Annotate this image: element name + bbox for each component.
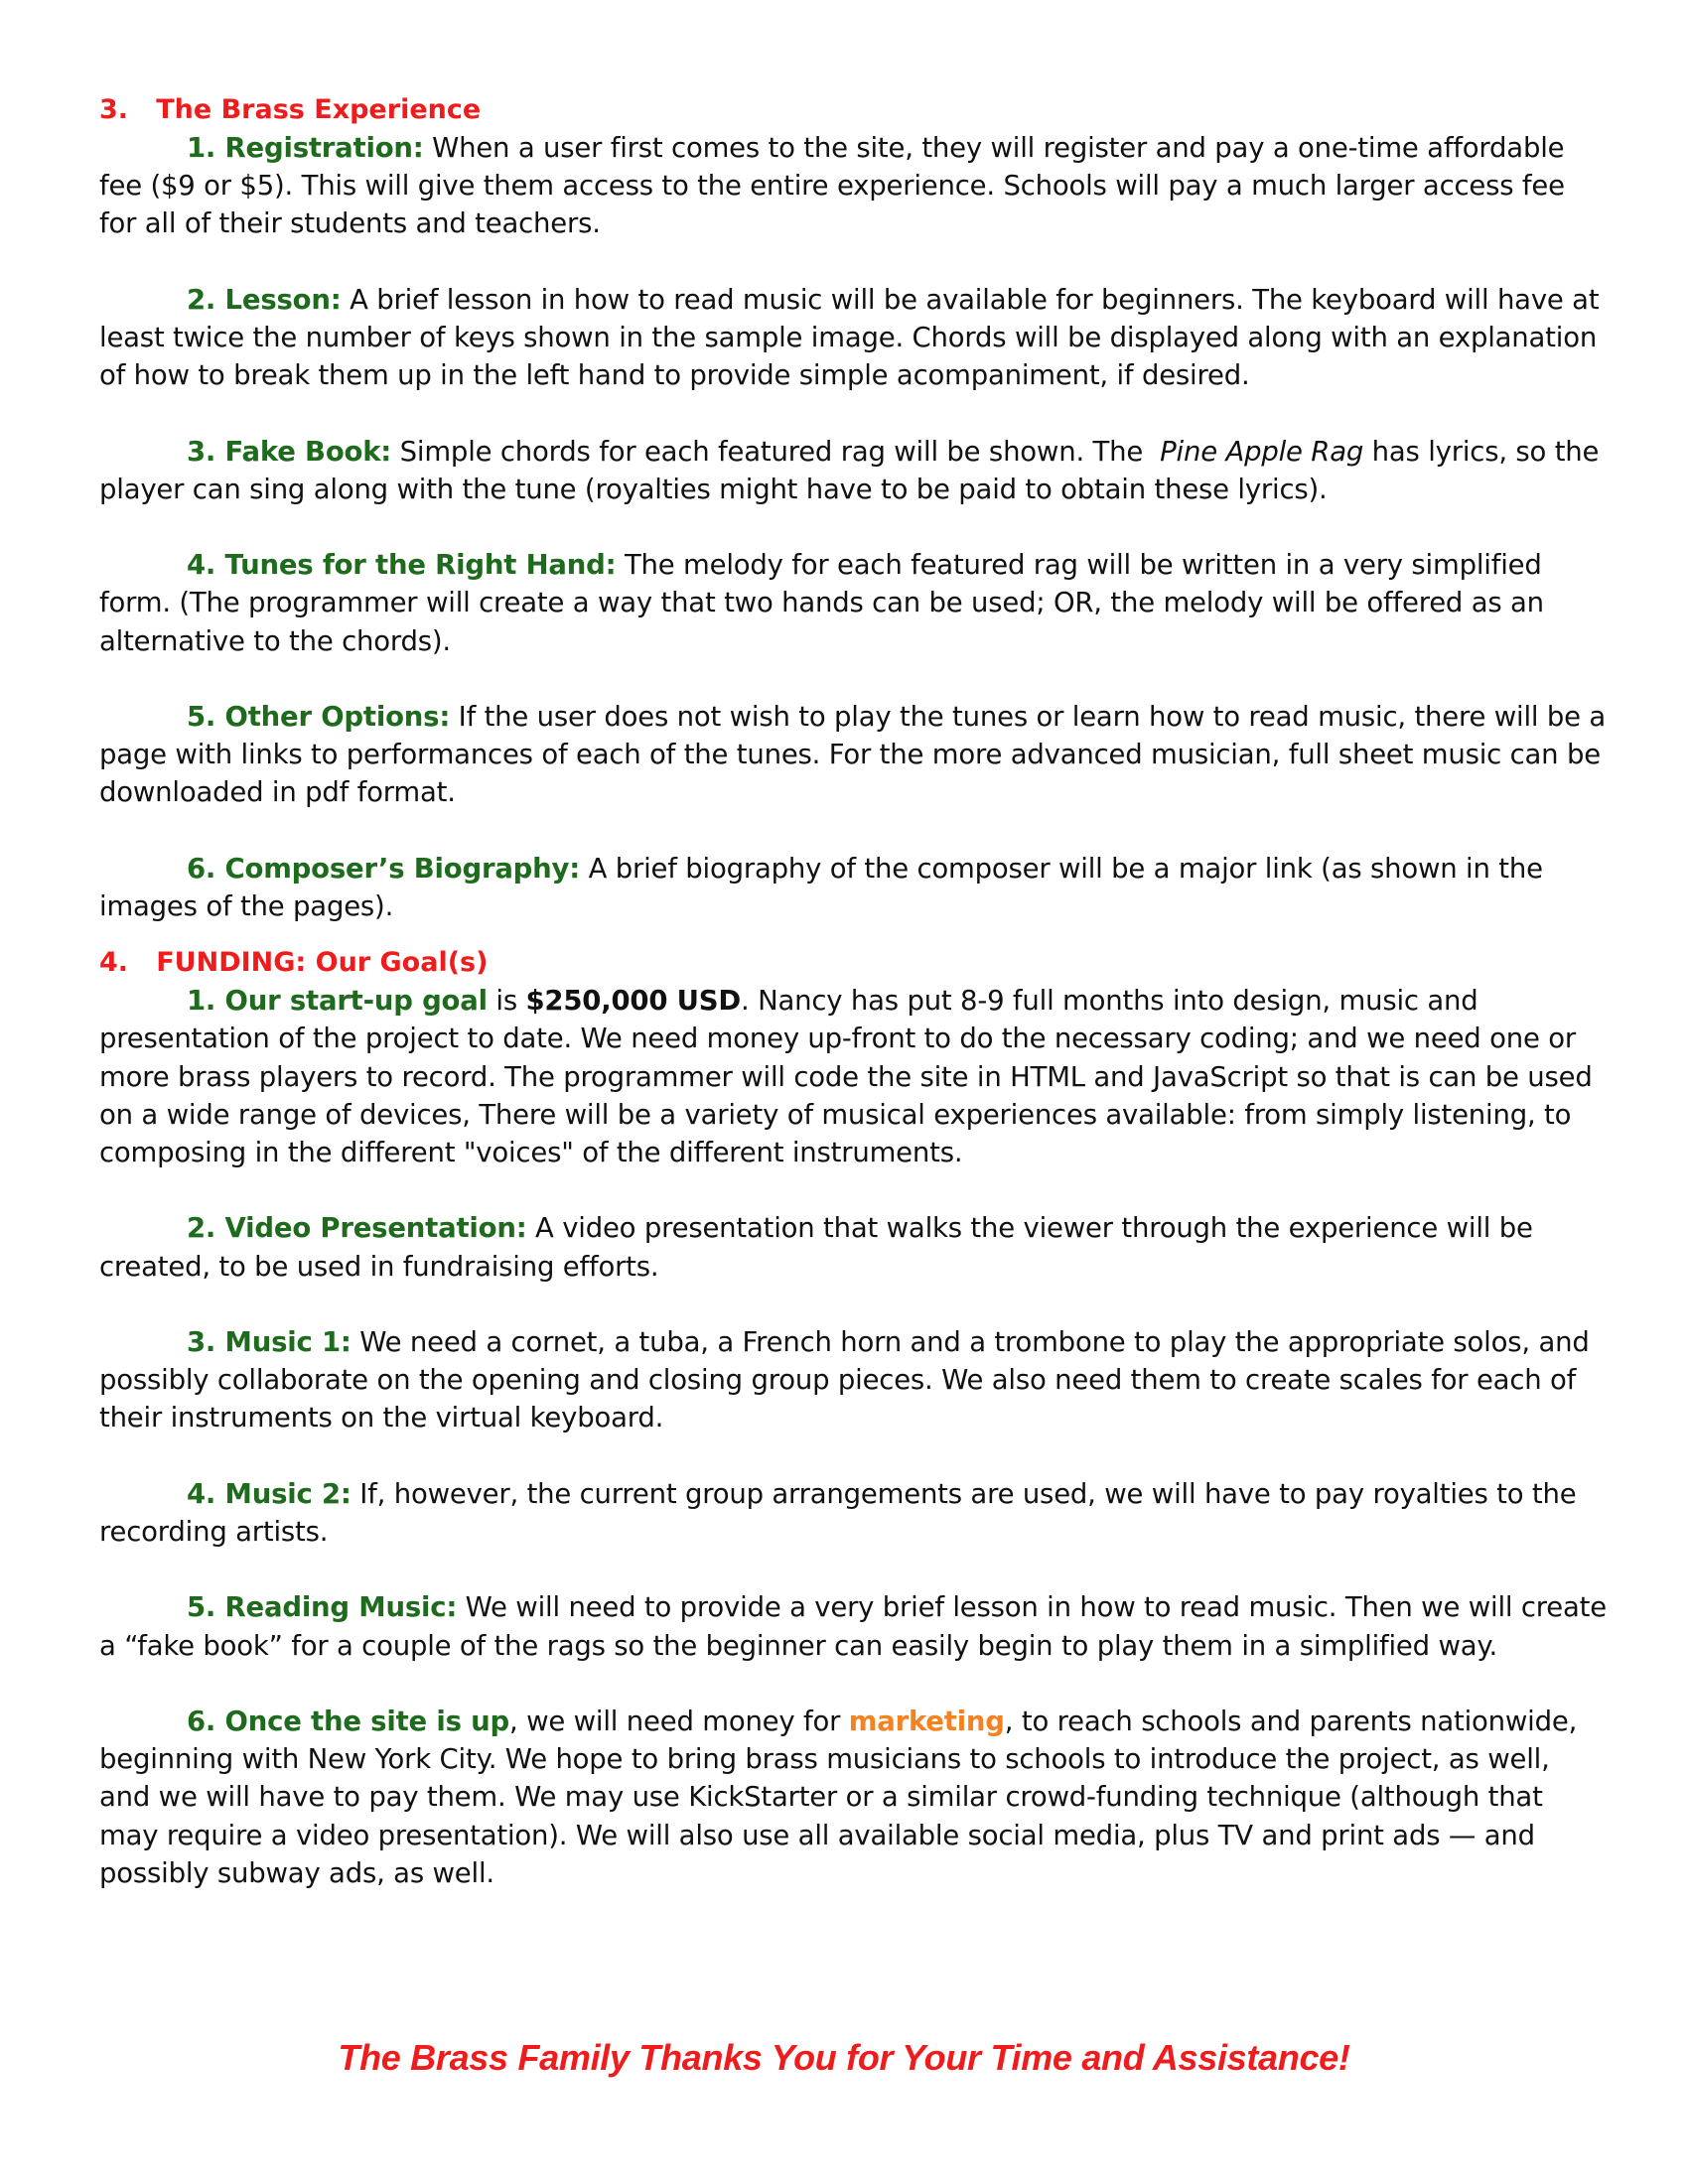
section-4-item-once-site-is-up [99,1703,1609,1892]
item-label: 4. Tunes for the Right Hand: [187,549,617,582]
marketing-highlight: marketing [848,1705,1005,1737]
section-4-item-music-1 [99,1323,1609,1437]
section-4-item-music-2 [99,1475,1609,1551]
section-3-item-composer-biography [99,850,1609,925]
item-label: 2. Video Presentation: [187,1212,527,1245]
item-text: is [487,985,526,1018]
item-text: Simple chords for each featured rag will be shown. The [391,435,1161,468]
item-text: When a user first comes to the site, they will register and pay a one-time affordable fee ($9 or $5). This will give them access to the entire experience. Schools will pay a much larger access fee for all of their students and teachers. [99,132,1565,240]
item-text: , to reach schools and parents nationwide, beginning with New York City. We hope to bring brass musicians to schools to introduce the project, as well, and we will have to pay them. We may use KickStarter or a similar crowd-funding technique (although that may require a video presentation). We will also use all available social media, plus TV and print ads — and possibly subway ads, as well. [99,1705,1578,1889]
item-text: . Nancy has put 8-9 full months into design, music and presentation of the project to date. We need money up-front to do the necessary coding; and we need one or more brass players to record. The programmer will code the site in HTML and JavaScript so that is can be used on a wide range of devices, There will be a variety of musical experiences available: from simply listening, to composing in the different "voices" of the different instruments. [99,985,1593,1168]
item-label: 6. Composer’s Biography: [187,852,581,885]
section-3-heading: 3. The Brass Experience [99,94,482,125]
item-text: If, however, the current group arrangements are used, we will have to pay royalties to the recording artists. [99,1477,1577,1548]
item-label: 3. Music 1: [187,1325,352,1358]
item-label: 4. Music 2: [187,1477,352,1510]
section-3-item-tunes-right-hand [99,546,1609,660]
item-text: The melody for each featured rag will be written in a very simplified form. (The programmer will create a way that two hands can be used; OR, the melody will be offered as an alternative to the chords). [99,549,1544,657]
item-text: We will need to provide a very brief lesson in how to read music. Then we will create a “fake book” for a couple of the rags so the beginner can easily begin to play them in a simplified way. [99,1591,1607,1662]
item-text: A brief biography of the composer will be a major link (as shown in the images of the pages). [99,852,1543,922]
item-text: A brief lesson in how to read music will be available for beginners. The keyboard will have at least twice the number of keys shown in the sample image. Chords will be displayed along with an explanation of how to break them up in the left hand to provide simple acompaniment, if desired. [99,283,1600,392]
item-label: 3. Fake Book: [187,435,392,468]
item-label: 6. Once the site is up [187,1705,509,1737]
item-text: A video presentation that walks the viewer through the experience will be created, to be used in fundraising efforts. [99,1212,1533,1283]
item-text: If the user does not wish to play the tunes or learn how to read music, there will be a page with links to performances of each of the tunes. For the more advanced musician, full sheet music can be downloaded in pdf format. [99,700,1607,809]
section-3-item-registration [99,129,1609,243]
item-label: 5. Reading Music: [187,1591,458,1624]
closing-thanks: The Brass Family Thanks You for Your Time and Assistance! [338,2037,1350,2078]
item-text: , we will need money for [508,1705,849,1737]
item-label: 5. Other Options: [187,700,451,733]
item-label: 2. Lesson: [187,283,342,316]
item-label: 1. Registration: [187,132,424,164]
document-body [99,91,1609,1892]
section-4-heading: 4. FUNDING: Our Goal(s) [99,947,489,979]
section-4-item-video-presentation [99,1209,1609,1285]
goal-amount: $250,000 USD [525,985,742,1018]
section-4-item-start-up-goal [99,982,1609,1171]
section-3-item-other-options [99,698,1609,812]
section-3-item-lesson [99,281,1609,395]
rag-title: Pine Apple Rag [1160,435,1364,468]
section-3-item-fake-book [99,433,1609,508]
item-text: has lyrics, so the player can sing along with the tune (royalties might have to be paid to obtain these lyrics). [99,435,1600,505]
item-label: 1. Our start-up goal [187,985,488,1018]
section-4-item-reading-music [99,1588,1609,1664]
item-text: We need a cornet, a tuba, a French horn and a trombone to play the appropriate solos, and possibly collaborate on the opening and closing group pieces. We also need them to create scales for each of their instruments on the virtual keyboard. [99,1325,1590,1434]
